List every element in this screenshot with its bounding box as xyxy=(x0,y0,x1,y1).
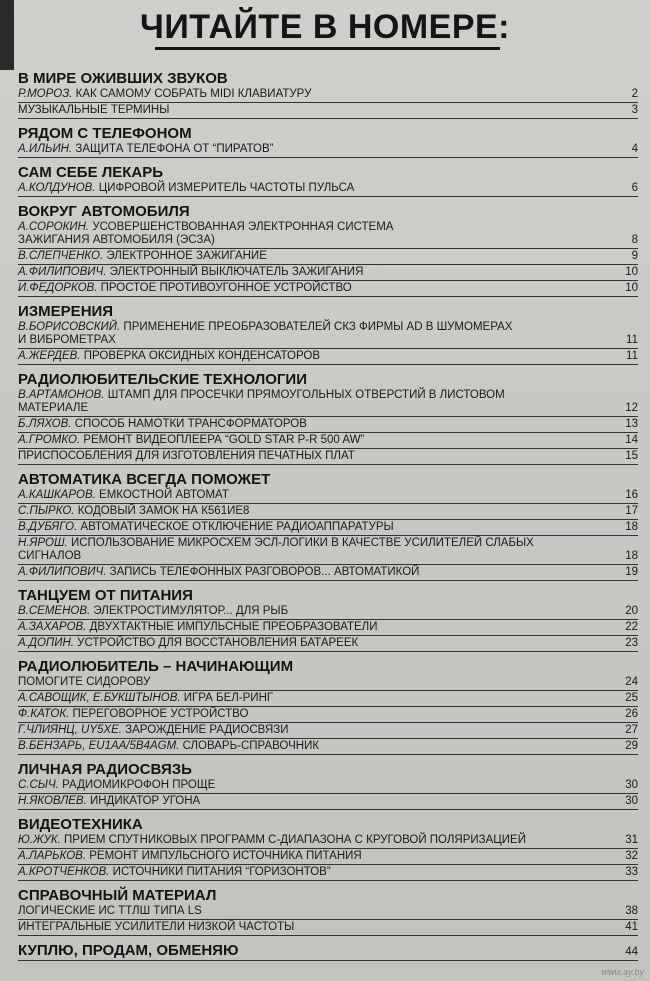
page-number: 8 xyxy=(631,234,638,246)
toc-section xyxy=(18,887,638,936)
entry-title: ЭЛЕКТРОСТИМУЛЯТОР... ДЛЯ РЫБ xyxy=(93,605,289,617)
entry-title: АВТОМАТИЧЕСКОЕ ОТКЛЮЧЕНИЕ РАДИОАППАРАТУРЫ xyxy=(80,521,394,533)
entry-title: УСОВЕРШЕНСТВОВАННАЯ ЭЛЕКТРОННАЯ СИСТЕМА xyxy=(92,221,394,233)
entry-title: ИНТЕГРАЛЬНЫЕ УСИЛИТЕЛИ НИЗКОЙ ЧАСТОТЫ xyxy=(18,921,295,933)
entry-title: ШТАМП ДЛЯ ПРОСЕЧКИ ПРЯМОУГОЛЬНЫХ ОТВЕРСТИЙ В ЛИСТОВОМ xyxy=(107,389,505,401)
entry-text xyxy=(18,708,616,721)
toc-section xyxy=(18,658,638,755)
entry-title: ИГРА БЕЛ-РИНГ xyxy=(183,692,274,704)
page-number: 27 xyxy=(625,724,638,736)
section-title: ТАНЦУЕМ ОТ ПИТАНИЯ xyxy=(18,587,193,604)
toc-entry xyxy=(18,334,638,349)
toc-section xyxy=(18,70,638,119)
page-number: 13 xyxy=(625,418,638,430)
toc-entry xyxy=(18,234,638,249)
toc-section xyxy=(18,471,638,581)
entry-text xyxy=(18,850,616,863)
entry-title: ЭЛЕКТРОННОЕ ЗАЖИГАНИЕ xyxy=(106,250,267,262)
page-number: 20 xyxy=(625,605,638,617)
entry-title: ЦИФРОВОЙ ИЗМЕРИТЕЛЬ ЧАСТОТЫ ПУЛЬСА xyxy=(98,182,355,194)
section-title: ЛИЧНАЯ РАДИОСВЯЗЬ xyxy=(18,761,192,778)
entry-text xyxy=(18,505,616,518)
page-number: 22 xyxy=(625,621,638,633)
section-title: РАДИОЛЮБИТЕЛЬСКИЕ ТЕХНОЛОГИИ xyxy=(18,371,307,388)
toc-entry xyxy=(18,550,638,565)
entry-author: Н.ЯРОШ. xyxy=(18,537,68,549)
title-underline xyxy=(155,47,500,50)
page-number: 30 xyxy=(625,795,638,807)
section-title: РЯДОМ С ТЕЛЕФОНОМ xyxy=(18,125,192,142)
entry-text xyxy=(18,418,616,431)
entry-title: УСТРОЙСТВО ДЛЯ ВОССТАНОВЛЕНИЯ БАТАРЕЕК xyxy=(77,637,359,649)
entry-title: МАТЕРИАЛЕ xyxy=(18,402,89,414)
toc-entry xyxy=(18,282,638,297)
toc-entry xyxy=(18,905,638,920)
entry-title: ЗАРОЖДЕНИЕ РАДИОСВЯЗИ xyxy=(125,724,289,736)
entry-author: В.СЛЕПЧЕНКО. xyxy=(18,250,104,262)
section-title: РАДИОЛЮБИТЕЛЬ – НАЧИНАЮЩИМ xyxy=(18,658,294,675)
page-number: 32 xyxy=(625,850,638,862)
entry-author: Р.МОРОЗ. xyxy=(18,88,73,100)
section-title: САМ СЕБЕ ЛЕКАРЬ xyxy=(18,164,164,181)
entry-author: А.ИЛЬИН. xyxy=(18,143,73,155)
section-title: ВОКРУГ АВТОМОБИЛЯ xyxy=(18,203,190,220)
page-number: 18 xyxy=(625,521,638,533)
entry-text xyxy=(18,182,616,195)
toc-entry xyxy=(18,779,638,794)
entry-title: ЗАЩИТА ТЕЛЕФОНА ОТ “ПИРАТОВ” xyxy=(75,143,274,155)
entry-text xyxy=(18,350,616,363)
entry-title: СИГНАЛОВ xyxy=(18,550,82,562)
page-number: 14 xyxy=(625,434,638,446)
toc-entry xyxy=(18,266,638,281)
toc-section-row xyxy=(18,942,638,961)
toc-section xyxy=(18,816,638,881)
entry-text xyxy=(18,605,616,618)
toc-entry xyxy=(18,708,638,723)
toc-entry xyxy=(18,250,638,265)
entry-text xyxy=(18,266,616,279)
entry-author: А.ЖЕРДЕВ. xyxy=(18,350,81,362)
entry-author: А.ФИЛИПОВИЧ. xyxy=(18,266,107,278)
toc-entry xyxy=(18,692,638,707)
entry-title: ЕМКОСТНОЙ АВТОМАТ xyxy=(99,489,229,501)
entry-text xyxy=(18,88,616,101)
toc-entry xyxy=(18,521,638,536)
toc-entry xyxy=(18,605,638,620)
toc-entry xyxy=(18,921,638,936)
section-title: СПРАВОЧНЫЙ МАТЕРИАЛ xyxy=(18,887,217,904)
entry-text xyxy=(18,866,616,879)
toc-entry xyxy=(18,104,638,119)
entry-text xyxy=(18,321,616,334)
entry-text xyxy=(18,143,616,156)
entry-author: А.ФИЛИПОВИЧ. xyxy=(18,566,107,578)
entry-title: ЛОГИЧЕСКИЕ ИС ТТЛШ ТИПА LS xyxy=(18,905,202,917)
entry-author: И.ФЕДОРКОВ. xyxy=(18,282,98,294)
entry-text xyxy=(18,402,616,415)
page-number: 16 xyxy=(625,489,638,501)
page-number: 38 xyxy=(625,905,638,917)
table-of-contents xyxy=(18,70,638,967)
toc-entry xyxy=(18,418,638,433)
entry-title: ПЕРЕГОВОРНОЕ УСТРОЙСТВО xyxy=(72,708,249,720)
toc-entry xyxy=(18,637,638,652)
page-number: 41 xyxy=(625,921,638,933)
entry-author: А.ЛАРЬКОВ. xyxy=(18,850,87,862)
toc-section xyxy=(18,587,638,652)
page-number: 9 xyxy=(631,250,638,262)
page-number: 26 xyxy=(625,708,638,720)
page-number: 10 xyxy=(625,266,638,278)
toc-entry xyxy=(18,676,638,691)
entry-author: В.БЕНЗАРЬ, EU1AA/5B4AGM. xyxy=(18,740,180,752)
toc-entry xyxy=(18,434,638,449)
entry-text xyxy=(18,537,616,550)
entry-text xyxy=(18,692,616,705)
toc-section xyxy=(18,303,638,365)
page-number: 11 xyxy=(626,350,638,362)
entry-author: В.СЕМЕНОВ. xyxy=(18,605,91,617)
entry-author: Б.ЛЯХОВ. xyxy=(18,418,72,430)
entry-text xyxy=(18,450,616,463)
toc-entry xyxy=(18,537,638,550)
entry-text xyxy=(18,676,616,689)
toc-entry xyxy=(18,834,638,849)
page-number: 2 xyxy=(631,88,638,100)
entry-title: РЕМОНТ ИМПУЛЬСНОГО ИСТОЧНИКА ПИТАНИЯ xyxy=(89,850,362,862)
entry-text xyxy=(18,234,616,247)
toc-entry xyxy=(18,450,638,465)
entry-title: ПРИЕМ СПУТНИКОВЫХ ПРОГРАММ С-ДИАПАЗОНА С КРУГОВОЙ ПОЛЯРИЗАЦИЕЙ xyxy=(64,834,526,846)
page-number: 3 xyxy=(631,104,638,116)
toc-section xyxy=(18,942,638,961)
toc-entry xyxy=(18,505,638,520)
toc-section xyxy=(18,761,638,810)
entry-author: А.ДОПИН. xyxy=(18,637,74,649)
entry-text xyxy=(18,834,616,847)
section-title: ИЗМЕРЕНИЯ xyxy=(18,303,114,320)
entry-text xyxy=(18,724,616,737)
toc-entry xyxy=(18,724,638,739)
entry-author: Н.ЯКОВЛЕВ. xyxy=(18,795,87,807)
entry-text xyxy=(18,221,616,234)
toc-entry xyxy=(18,350,638,365)
toc-entry xyxy=(18,182,638,197)
toc-entry xyxy=(18,866,638,881)
entry-author: В.ДУБЯГО. xyxy=(18,521,78,533)
entry-text xyxy=(18,921,616,934)
entry-title: СПОСОБ НАМОТКИ ТРАНСФОРМАТОРОВ xyxy=(74,418,307,430)
page-number: 12 xyxy=(625,402,638,414)
entry-text xyxy=(18,621,616,634)
section-title: ВИДЕОТЕХНИКА xyxy=(18,816,143,833)
entry-title: ПРИМЕНЕНИЕ ПРЕОБРАЗОВАТЕЛЕЙ СКЗ ФИРМЫ AD В ШУМОМЕРАХ xyxy=(123,321,513,333)
page-number: 15 xyxy=(625,450,638,462)
toc-entry xyxy=(18,143,638,158)
page-number: 25 xyxy=(625,692,638,704)
entry-text xyxy=(18,434,616,447)
page-number: 19 xyxy=(625,566,638,578)
toc-entry xyxy=(18,88,638,103)
entry-title: ЭЛЕКТРОННЫЙ ВЫКЛЮЧАТЕЛЬ ЗАЖИГАНИЯ xyxy=(109,266,364,278)
entry-text xyxy=(18,489,616,502)
entry-text xyxy=(18,905,616,918)
page-number: 30 xyxy=(625,779,638,791)
entry-text xyxy=(18,250,616,263)
page-number: 17 xyxy=(625,505,638,517)
page-number: 44 xyxy=(625,946,638,958)
entry-author: Г.ЧЛИЯНЦ, UY5XE. xyxy=(18,724,122,736)
page-number: 23 xyxy=(625,637,638,649)
entry-text xyxy=(18,637,616,650)
entry-title: РАДИОМИКРОФОН ПРОЩЕ xyxy=(62,779,216,791)
entry-title: СЛОВАРЬ-СПРАВОЧНИК xyxy=(182,740,320,752)
entry-text xyxy=(18,389,616,402)
entry-title: ПРОВЕРКА ОКСИДНЫХ КОНДЕНСАТОРОВ xyxy=(83,350,321,362)
entry-author: А.КОЛДУНОВ. xyxy=(18,182,96,194)
page-number: 18 xyxy=(625,550,638,562)
entry-author: А.ГРОМКО. xyxy=(18,434,81,446)
toc-section xyxy=(18,203,638,297)
toc-entry xyxy=(18,850,638,865)
entry-author: А.КАШКАРОВ. xyxy=(18,489,96,501)
entry-text xyxy=(18,104,616,117)
entry-title: КАК САМОМУ СОБРАТЬ MIDI КЛАВИАТУРУ xyxy=(75,88,312,100)
entry-author: В.БОРИСОВСКИЙ. xyxy=(18,321,121,333)
toc-entry xyxy=(18,740,638,755)
entry-author: В.АРТАМОНОВ. xyxy=(18,389,105,401)
entry-title: ПРОСТОЕ ПРОТИВОУГОННОЕ УСТРОЙСТВО xyxy=(100,282,352,294)
section-title: АВТОМАТИКА ВСЕГДА ПОМОЖЕТ xyxy=(18,471,271,488)
entry-title: ИСТОЧНИКИ ПИТАНИЯ “ГОРИЗОНТОВ” xyxy=(112,866,331,878)
page-number: 6 xyxy=(631,182,638,194)
toc-entry xyxy=(18,389,638,402)
entry-text xyxy=(18,779,616,792)
entry-title: ИНДИКАТОР УГОНА xyxy=(89,795,201,807)
toc-entry xyxy=(18,321,638,334)
entry-author: А.САВОЩИК, Е.БУКШТЫНОВ. xyxy=(18,692,181,704)
entry-title: МУЗЫКАЛЬНЫЕ ТЕРМИНЫ xyxy=(18,104,170,116)
entry-text xyxy=(18,740,616,753)
entry-author: Ф.КАТОК. xyxy=(18,708,70,720)
entry-text xyxy=(18,795,616,808)
entry-author: С.ПЫРКО. xyxy=(18,505,75,517)
entry-author: С.СЫЧ. xyxy=(18,779,59,791)
page-number: 31 xyxy=(625,834,638,846)
entry-title: ИСПОЛЬЗОВАНИЕ МИКРОСХЕМ ЭСЛ-ЛОГИКИ В КАЧЕСТВЕ УСИЛИТЕЛЕЙ СЛАБЫХ xyxy=(70,537,534,549)
toc-entry xyxy=(18,221,638,234)
toc-entry xyxy=(18,489,638,504)
page-number: 29 xyxy=(625,740,638,752)
toc-section xyxy=(18,371,638,465)
entry-title: РЕМОНТ ВИДЕОПЛЕЕРА “GOLD STAR P-R 500 AW” xyxy=(83,434,365,446)
toc-entry xyxy=(18,566,638,581)
entry-title: И ВИБРОМЕТРАХ xyxy=(18,334,116,346)
toc-section xyxy=(18,125,638,158)
entry-text xyxy=(18,566,616,579)
toc-section xyxy=(18,164,638,197)
watermark: www.ay.by xyxy=(601,967,644,977)
entry-text xyxy=(18,521,616,534)
page-number: 4 xyxy=(631,143,638,155)
page-number: 24 xyxy=(625,676,638,688)
section-title: КУПЛЮ, ПРОДАМ, ОБМЕНЯЮ xyxy=(18,942,239,959)
entry-author: А.СОРОКИН. xyxy=(18,221,90,233)
entry-title: ДВУХТАКТНЫЕ ИМПУЛЬСНЫЕ ПРЕОБРАЗОВАТЕЛИ xyxy=(89,621,378,633)
entry-text xyxy=(18,550,616,563)
entry-text xyxy=(18,334,616,347)
toc-entry xyxy=(18,621,638,636)
entry-title: ЗАПИСЬ ТЕЛЕФОННЫХ РАЗГОВОРОВ... АВТОМАТИКОЙ xyxy=(109,566,420,578)
page-number: 33 xyxy=(625,866,638,878)
entry-author: Ю.ЖУК. xyxy=(18,834,61,846)
entry-title: ПОМОГИТЕ СИДОРОВУ xyxy=(18,676,151,688)
entry-title: КОДОВЫЙ ЗАМОК НА К561ИЕ8 xyxy=(77,505,250,517)
toc-entry xyxy=(18,402,638,417)
entry-author: А.КРОТЧЕНКОВ. xyxy=(18,866,110,878)
entry-author: А.ЗАХАРОВ. xyxy=(18,621,87,633)
entry-text xyxy=(18,282,616,295)
entry-title: ПРИСПОСОБЛЕНИЯ ДЛЯ ИЗГОТОВЛЕНИЯ ПЕЧАТНЫХ ПЛАТ xyxy=(18,450,355,462)
page-number: 10 xyxy=(625,282,638,294)
entry-title: ЗАЖИГАНИЯ АВТОМОБИЛЯ (ЭСЗА) xyxy=(18,234,215,246)
section-title: В МИРЕ ОЖИВШИХ ЗВУКОВ xyxy=(18,70,228,87)
toc-entry xyxy=(18,795,638,810)
page-number: 11 xyxy=(626,334,638,346)
page-title: ЧИТАЙТЕ В НОМЕРЕ: xyxy=(139,8,510,46)
